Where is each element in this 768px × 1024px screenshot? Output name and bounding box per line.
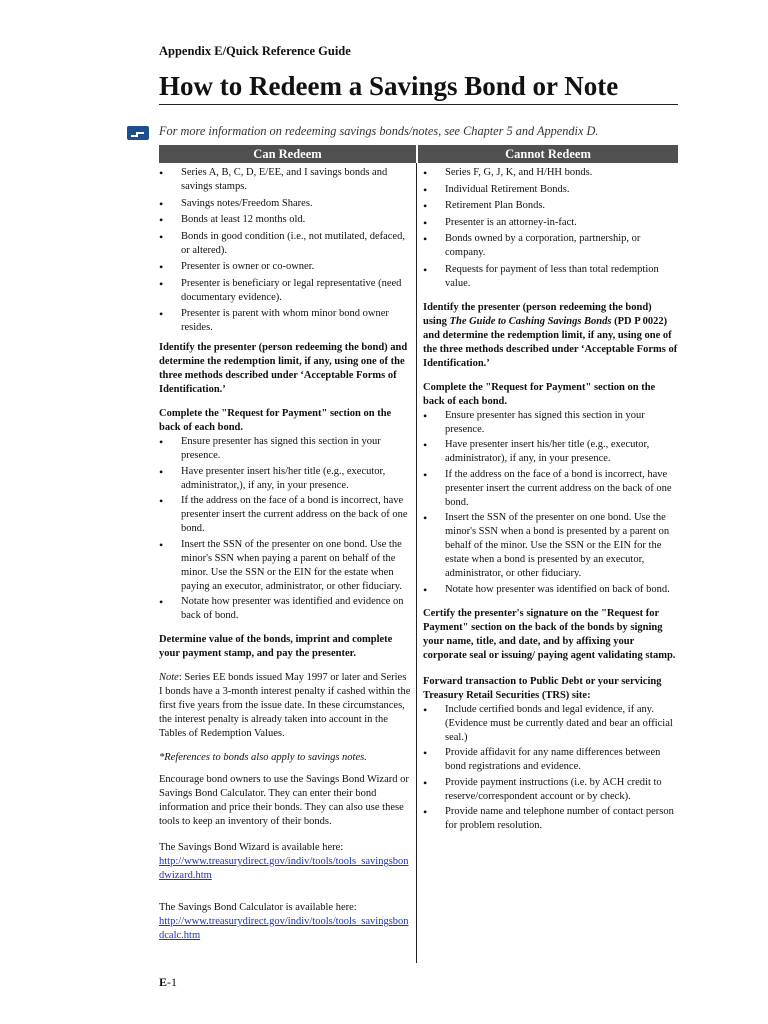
pointing-hand-icon: [127, 126, 149, 140]
forward-transaction-step: Forward transaction to Public Debt or your servicing Treasury Retail Securities (TRS) site:: [423, 675, 662, 701]
complete-request-step: Complete the "Request for Payment" section on the back of each bond.: [159, 408, 392, 433]
list-item: • Provide affidavit for any name differences between bond registrations and evidence.: [423, 746, 678, 774]
list-item: • Individual Retirement Bonds.: [423, 183, 678, 197]
can-redeem-column: [159, 166, 411, 943]
list-item: • Have presenter insert his/her title (e.g., executor, administrator), if any, in your presence.: [423, 438, 678, 466]
cannot-redeem-column: [423, 166, 678, 835]
encourage-tools-text: Encourage bond owners to use the Savings Bond Wizard or Savings Bond Calculator. They can enter their bond information and price their bonds. They can also use these tools to keep an inventory of their bonds.: [159, 774, 409, 827]
request-steps-list: [159, 435, 411, 623]
page-suffix: -1: [167, 975, 178, 989]
list-item: • Have presenter insert his/her title (e.g., executor, administrator,), if any, in your presence.: [159, 465, 411, 493]
identify-text-a: Identify the presenter (person redeeming the bond) using: [423, 301, 652, 327]
list-item: • Series A, B, C, D, E/EE, and I savings bonds and savings stamps.: [159, 166, 411, 194]
list-item: • Presenter is an attorney-in-fact.: [423, 216, 678, 230]
info-note: For more information on redeeming savings bonds/notes, see Chapter 5 and Appendix D.: [159, 124, 599, 138]
identify-presenter-step: [423, 301, 678, 371]
section-header: Appendix E/Quick Reference Guide: [159, 44, 351, 58]
can-redeem-heading: Can Redeem: [159, 145, 416, 163]
identify-text-b: (PD P 0022) and determine the redemption limit, if any, using one of the three methods described under ‘Acceptable Forms of Identification.’: [423, 315, 678, 369]
calculator-availability-text: The Savings Bond Calculator is available here:: [159, 902, 357, 913]
list-item: • Notate how presenter was identified and evidence on back of bond.: [159, 595, 411, 623]
list-item: • Provide name and telephone number of contact person for problem resolution.: [423, 805, 678, 833]
savings-bond-calculator-link[interactable]: http://www.treasurydirect.gov/indiv/tools/tools_savingsbondcalc.htm: [159, 916, 409, 941]
column-divider: [416, 163, 417, 963]
list-item: • Retirement Plan Bonds.: [423, 199, 678, 213]
list-item: • Bonds owned by a corporation, partnership, or company.: [423, 232, 678, 260]
list-item: • Include certified bonds and legal evidence, if any. (Evidence must be currently dated and bear an official seal.): [423, 703, 678, 745]
identify-presenter-step: Identify the presenter (person redeeming the bond) and determine the redemption limit, if any, using one of the three methods described under ‘Acceptable Forms of Identification.’: [159, 342, 408, 395]
list-item: • Insert the SSN of the presenter on one bond. Use the minor's SSN when a bond is presented by a parent on behalf of the minor. Use the SSN or the EIN for the estate when a bond is presented by an executor, administrator, or other fiduciary.: [423, 511, 678, 581]
title-underline: [159, 104, 678, 105]
certify-signature-step: Certify the presenter's signature on the "Request for Payment" section on the back of the bonds by signing your name, title, and date, and by affixing your corporate seal or issuing/ paying agent validating stamp.: [423, 607, 676, 661]
complete-request-step: Complete the "Request for Payment" section on the back of each bond.: [423, 381, 656, 407]
list-item: • Ensure presenter has signed this section in your presence.: [423, 409, 678, 437]
list-item: • If the address on the face of a bond is incorrect, have presenter insert the current address on the back of one bond.: [423, 468, 678, 510]
list-item: • Savings notes/Freedom Shares.: [159, 197, 411, 211]
list-item: • Bonds at least 12 months old.: [159, 213, 411, 227]
wizard-availability-text: The Savings Bond Wizard is available here:: [159, 842, 344, 853]
page-title: How to Redeem a Savings Bond or Note: [159, 71, 619, 101]
list-item: • Presenter is owner or co-owner.: [159, 260, 411, 274]
list-item: • Notate how presenter was identified on back of bond.: [423, 583, 678, 597]
savings-bond-wizard-link[interactable]: http://www.treasurydirect.gov/indiv/tools/tools_savingsbondwizard.htm: [159, 856, 409, 881]
list-item: • Presenter is beneficiary or legal representative (need documentary evidence).: [159, 277, 411, 305]
list-item: • If the address on the face of a bond is incorrect, have presenter insert the current address on the back of one bond.: [159, 494, 411, 536]
list-item: • Series F, G, J, K, and H/HH bonds.: [423, 166, 678, 180]
note-label: Note: [159, 672, 179, 683]
list-item: • Presenter is parent with whom minor bond owner resides.: [159, 307, 411, 335]
request-steps-list: [423, 409, 678, 597]
determine-value-step: Determine value of the bonds, imprint and complete your payment stamp, and pay the presenter.: [159, 634, 393, 659]
list-item: • Insert the SSN of the presenter on one bond. Use the minor's SSN when paying a parent on behalf of the minor. Use the SSN or the EIN for the estate when paying an executor, administrator, or other fiduciary.: [159, 538, 411, 594]
page-prefix: E: [159, 975, 168, 989]
guide-title: The Guide to Cashing Savings Bonds: [449, 315, 612, 327]
reference-note: *References to bonds also apply to savings notes.: [159, 752, 367, 763]
page-number: [159, 975, 177, 990]
cannot-redeem-list: [423, 166, 678, 291]
note-text: : Series EE bonds issued May 1997 or later and Series I bonds have a 3-month interest penalty if cashed within the first five years from the issue date. In these circumstances, the interest penalty is already taken into account in the Tables of Redemption Values.: [159, 672, 411, 739]
list-item: • Bonds in good condition (i.e., not mutilated, defaced, or altered).: [159, 230, 411, 258]
list-item: • Ensure presenter has signed this section in your presence.: [159, 435, 411, 463]
cannot-redeem-heading: Cannot Redeem: [418, 145, 678, 163]
can-redeem-list: [159, 166, 411, 335]
list-item: • Provide payment instructions (i.e. by ACH credit to reserve/correspondent account or by check).: [423, 776, 678, 804]
list-item: • Requests for payment of less than total redemption value.: [423, 263, 678, 291]
forward-items-list: [423, 703, 678, 834]
interest-penalty-note: [159, 671, 411, 741]
